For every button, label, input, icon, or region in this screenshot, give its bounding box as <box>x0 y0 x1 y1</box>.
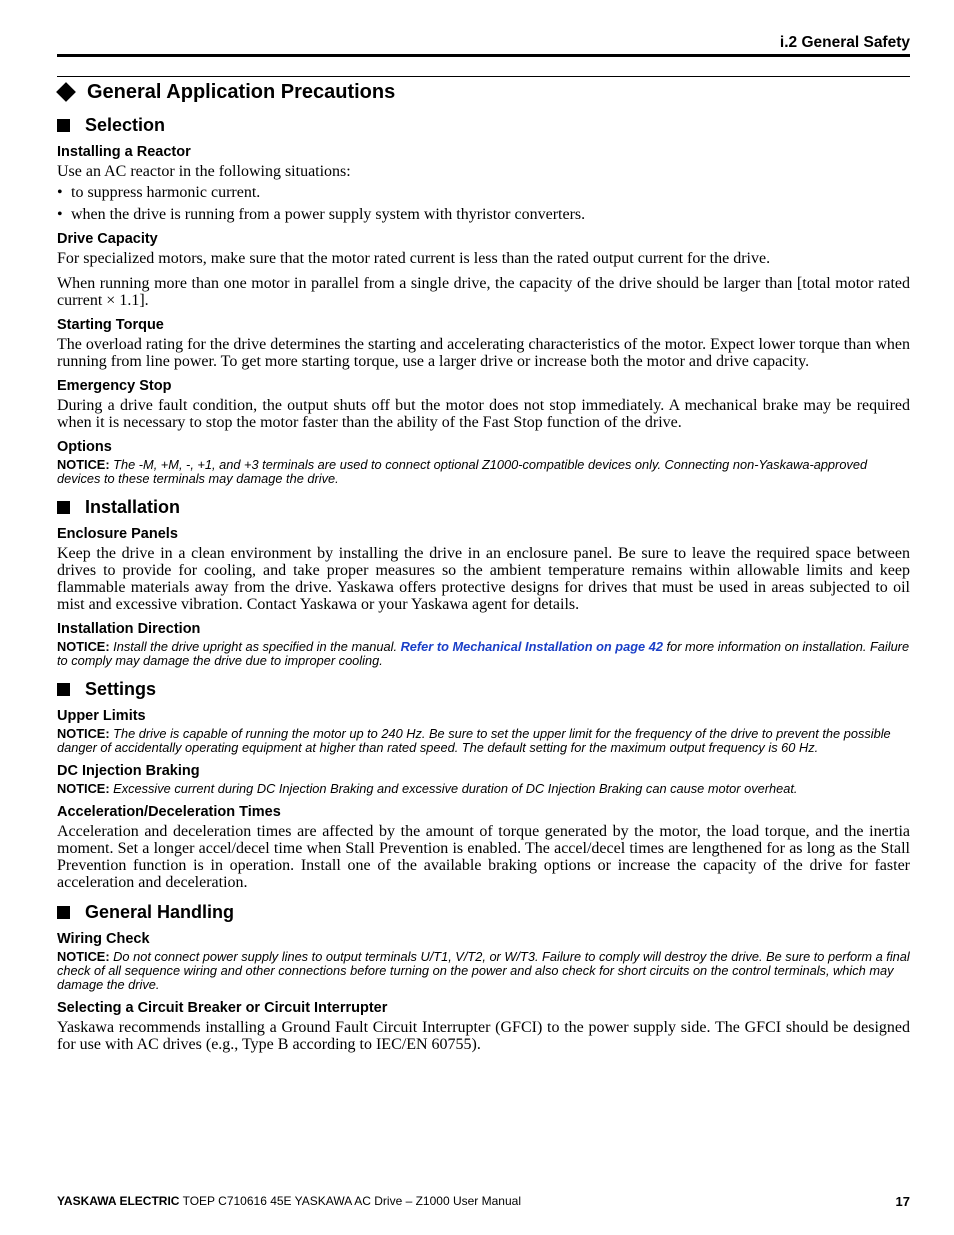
paragraph: When running more than one motor in parallel from a single drive, the capacity of the drive should be larger than [total motor rated current × 1.1]. <box>57 275 910 309</box>
square-bullet-icon <box>57 501 70 514</box>
square-bullet-icon <box>57 906 70 919</box>
heading-installation-direction: Installation Direction <box>57 621 201 637</box>
heading-options: Options <box>57 439 112 455</box>
page-number: 17 <box>895 1194 910 1209</box>
notice-label: NOTICE: <box>57 639 110 654</box>
notice-label: NOTICE: <box>57 949 110 964</box>
subsection-settings <box>57 678 910 700</box>
diamond-icon <box>56 82 76 102</box>
heading-starting-torque: Starting Torque <box>57 317 164 333</box>
bullet-icon: • <box>57 206 63 223</box>
square-bullet-icon <box>57 683 70 696</box>
notice-label: NOTICE: <box>57 726 110 741</box>
bullet-icon: • <box>57 184 63 201</box>
header-rule-thick <box>57 54 910 57</box>
heading-upper-limits: Upper Limits <box>57 708 146 724</box>
subsection-general-handling <box>57 901 910 923</box>
notice-upper-limits <box>57 727 910 755</box>
subsection-installation <box>57 496 910 518</box>
list-item <box>57 184 910 201</box>
heading-installing-reactor: Installing a Reactor <box>57 144 191 160</box>
notice-installation-direction <box>57 640 910 668</box>
notice-text: The -M, +M, -, +1, and +3 terminals are used to connect optional Z1000-compatible devices only. Connecting non-Yaskawa-approved devices to these terminals may damage the drive. <box>57 457 868 486</box>
notice-text: The drive is capable of running the motor up to 240 Hz. Be sure to set the upper limit for the frequency of the drive to prevent the possible danger of accidentally operating equipment at higher than rated speed. The default setting for the maximum output frequency is 60 Hz. <box>57 726 891 755</box>
subsection-title: General Handling <box>85 901 235 922</box>
list-item <box>57 206 910 223</box>
page-content <box>57 80 910 1061</box>
notice-label: NOTICE: <box>57 781 110 796</box>
paragraph: The overload rating for the drive determines the starting and accelerating characteristics of the motor. Expect lower torque than when running from line power. To get more starting torque, use a larger drive or increase both the motor and drive capacity. <box>57 336 910 370</box>
subsection-title: Selection <box>85 114 166 135</box>
paragraph: Keep the drive in a clean environment by installing the drive in an enclosure panel. Be sure to leave the required space between drives to provide for cooling, and take proper measures so the ambient temperature remains within allowable limits and keep flammable materials away from the drive. Yaskawa offers protective designs for drives that must be used in areas subjected to oil mist and excessive vibration. Contact Yaskawa or your Yaskawa agent for details. <box>57 545 910 613</box>
paragraph: Yaskawa recommends installing a Ground Fault Circuit Interrupter (GFCI) to the power supply side. The GFCI should be designed for use with AC drives (e.g., Type B according to IEC/EN 60755). <box>57 1019 910 1053</box>
page-footer <box>57 1194 910 1209</box>
paragraph: During a drive fault condition, the output shuts off but the motor does not stop immediately. A mechanical brake may be required when it is necessary to stop the motor faster than the ability of the Fast Stop function of the drive. <box>57 397 910 431</box>
notice-label: NOTICE: <box>57 457 110 472</box>
notice-options <box>57 458 910 486</box>
notice-text: for more information on installation. Failure to comply may damage the drive due to improper cooling. <box>57 639 910 668</box>
subsection-selection <box>57 114 910 136</box>
heading-emergency-stop: Emergency Stop <box>57 378 172 394</box>
section-heading <box>57 80 910 104</box>
footer-doc-info <box>57 1194 521 1209</box>
footer-brand: YASKAWA ELECTRIC <box>57 1194 180 1208</box>
footer-doc-title: TOEP C710616 45E YASKAWA AC Drive – Z1000 User Manual <box>179 1194 521 1208</box>
reactor-intro: Use an AC reactor in the following situations: <box>57 163 351 180</box>
section-title: General Application Precautions <box>87 80 396 103</box>
heading-enclosure-panels: Enclosure Panels <box>57 526 178 542</box>
subsection-title: Settings <box>85 678 157 699</box>
paragraph: For specialized motors, make sure that the motor rated current is less than the rated output current for the drive. <box>57 250 771 267</box>
heading-dc-injection-braking: DC Injection Braking <box>57 763 200 779</box>
heading-wiring-check: Wiring Check <box>57 931 150 947</box>
running-header: i.2 General Safety <box>779 34 910 51</box>
header-rule-thin <box>57 76 910 77</box>
notice-text: Install the drive upright as specified in the manual. <box>113 639 401 654</box>
subsection-title: Installation <box>85 496 181 517</box>
heading-accel-decel-times: Acceleration/Deceleration Times <box>57 804 281 820</box>
notice-wiring-check <box>57 950 910 992</box>
list-item-text: to suppress harmonic current. <box>71 184 261 201</box>
heading-circuit-breaker: Selecting a Circuit Breaker or Circuit Interrupter <box>57 1000 388 1016</box>
paragraph: Acceleration and deceleration times are affected by the amount of torque generated by the motor, the load torque, and the inertia moment. Set a longer accel/decel time when Stall Prevention is enabled. The accel/decel times are lengthened for as long as the Stall Prevention function is in operation. Install one of the available braking options or increase the capacity of the drive for faster acceleration and deceleration. <box>57 823 910 891</box>
list-item-text: when the drive is running from a power supply system with thyristor converters. <box>71 206 586 223</box>
notice-dc-injection <box>57 782 910 796</box>
mechanical-installation-link[interactable]: Refer to Mechanical Installation on page 42 <box>400 639 663 654</box>
square-bullet-icon <box>57 119 70 132</box>
notice-text: Excessive current during DC Injection Braking and excessive duration of DC Injection Braking can cause motor overheat. <box>113 781 798 796</box>
notice-text: Do not connect power supply lines to output terminals U/T1, V/T2, or W/T3. Failure to comply will destroy the drive. Be sure to perform a final check of all sequence wiring and other connections before turning on the power and also check for short circuits on the control terminals, which may damage the drive. <box>57 949 910 992</box>
heading-drive-capacity: Drive Capacity <box>57 231 158 247</box>
